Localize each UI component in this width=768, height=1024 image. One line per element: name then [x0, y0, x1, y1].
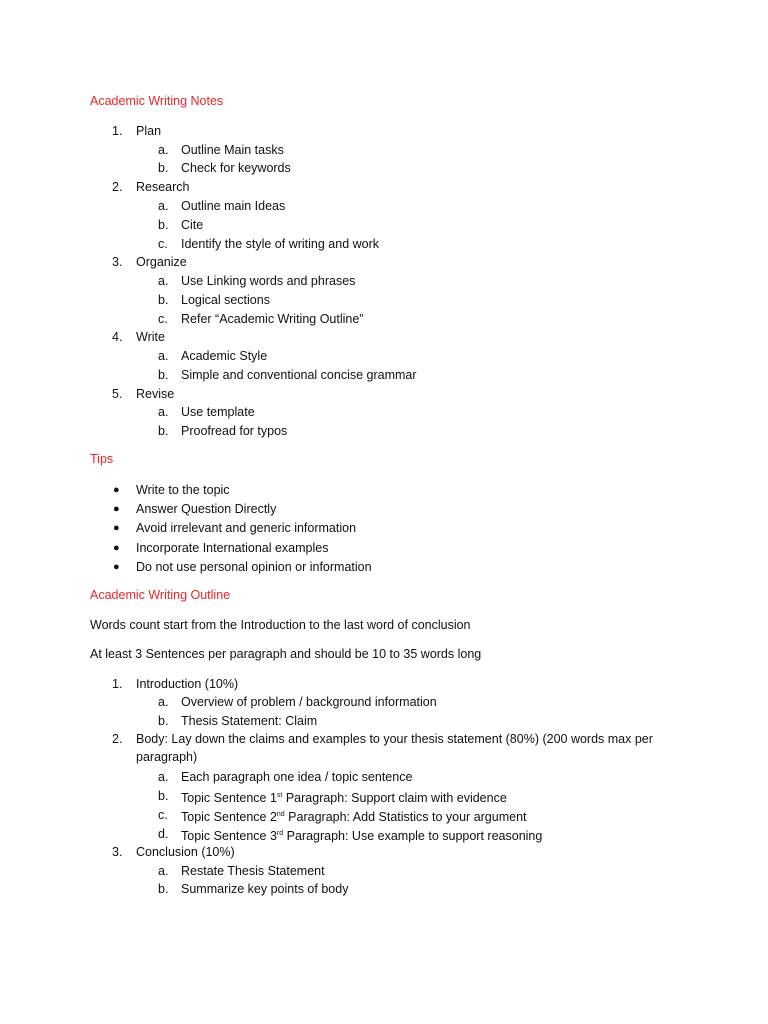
- item-number: 3.: [112, 255, 123, 269]
- sub-text: Summarize key points of body: [181, 882, 349, 896]
- sub-letter: a.: [158, 349, 169, 363]
- item-number: 1.: [112, 124, 123, 138]
- sub-letter: c.: [158, 312, 168, 326]
- sub-text: Each paragraph one idea / topic sentence: [181, 770, 413, 784]
- item-text: Write: [136, 330, 165, 344]
- outline-paragraph: Words count start from the Introduction to the last word of conclusion: [90, 618, 471, 632]
- item-number: 2.: [112, 180, 123, 194]
- sub-text: Logical sections: [181, 293, 270, 307]
- item-text: Conclusion (10%): [136, 845, 235, 859]
- sub-text: Identify the style of writing and work: [181, 237, 380, 251]
- sub-text: Cite: [181, 218, 204, 232]
- sub-letter: b.: [158, 714, 169, 728]
- sub-text: Restate Thesis Statement: [181, 864, 325, 878]
- sub-letter: a.: [158, 199, 169, 213]
- sub-text: Topic Sentence 3rd Paragraph: Use example to support reasoning: [181, 829, 543, 844]
- item-number: 3.: [112, 845, 123, 859]
- bullet-dot-icon: ●: [113, 503, 120, 515]
- sub-letter: b.: [158, 882, 169, 896]
- sub-letter: b.: [158, 218, 169, 232]
- outline-paragraph: At least 3 Sentences per paragraph and should be 10 to 35 words long: [90, 647, 482, 661]
- tip-text: Do not use personal opinion or information: [136, 560, 372, 574]
- item-text: Research: [136, 180, 190, 194]
- sub-letter: b.: [158, 424, 169, 438]
- sub-letter: a.: [158, 143, 169, 157]
- sub-text: Use Linking words and phrases: [181, 274, 356, 288]
- tip-text: Avoid irrelevant and generic information: [136, 521, 357, 535]
- tip-text: Incorporate International examples: [136, 541, 329, 555]
- item-number: 1.: [112, 677, 123, 691]
- sub-letter: a.: [158, 864, 169, 878]
- tip-text: Write to the topic: [136, 483, 230, 497]
- bullet-dot-icon: ●: [113, 484, 120, 496]
- bullet-dot-icon: ●: [113, 522, 120, 534]
- sub-text: Check for keywords: [181, 161, 291, 175]
- sub-letter: c.: [158, 237, 168, 251]
- item-text: Revise: [136, 387, 175, 401]
- item-number: 2.: [112, 732, 123, 746]
- sub-text: Topic Sentence 2nd Paragraph: Add Statistics to your argument: [181, 810, 527, 825]
- sub-text: Academic Style: [181, 349, 268, 363]
- item-text: Plan: [136, 124, 162, 138]
- sub-letter: a.: [158, 274, 169, 288]
- item-text: Organize: [136, 255, 187, 269]
- sub-text: Proofread for typos: [181, 424, 288, 438]
- sub-text: Outline main Ideas: [181, 199, 286, 213]
- bullet-dot-icon: ●: [113, 542, 120, 554]
- sub-text: Overview of problem / background information: [181, 695, 437, 709]
- sub-letter: a.: [158, 405, 169, 419]
- item-number: 5.: [112, 387, 123, 401]
- sub-text: Simple and conventional concise grammar: [181, 368, 417, 382]
- sub-letter: c.: [158, 808, 168, 822]
- sub-text: Use template: [181, 405, 255, 419]
- sub-letter: b.: [158, 161, 169, 175]
- sub-text: Thesis Statement: Claim: [181, 714, 318, 728]
- item-text: Introduction (10%): [136, 677, 239, 691]
- item-text: Body: Lay down the claims and examples to your thesis statement (80%) (200 words max per paragraph): [136, 732, 653, 764]
- bullet-dot-icon: ●: [113, 561, 120, 573]
- sub-text: Refer “Academic Writing Outline”: [181, 312, 364, 326]
- tips-title: Tips: [90, 452, 114, 466]
- notes-title: Academic Writing Notes: [90, 94, 224, 108]
- sub-text: Topic Sentence 1st Paragraph: Support claim with evidence: [181, 791, 507, 806]
- sub-text: Outline Main tasks: [181, 143, 284, 157]
- sub-letter: a.: [158, 695, 169, 709]
- sub-letter: d.: [158, 827, 169, 841]
- item-number: 4.: [112, 330, 123, 344]
- tip-text: Answer Question Directly: [136, 502, 277, 516]
- sub-letter: b.: [158, 368, 169, 382]
- outline-title: Academic Writing Outline: [90, 588, 231, 602]
- sub-letter: a.: [158, 770, 169, 784]
- sub-letter: b.: [158, 293, 169, 307]
- sub-letter: b.: [158, 789, 169, 803]
